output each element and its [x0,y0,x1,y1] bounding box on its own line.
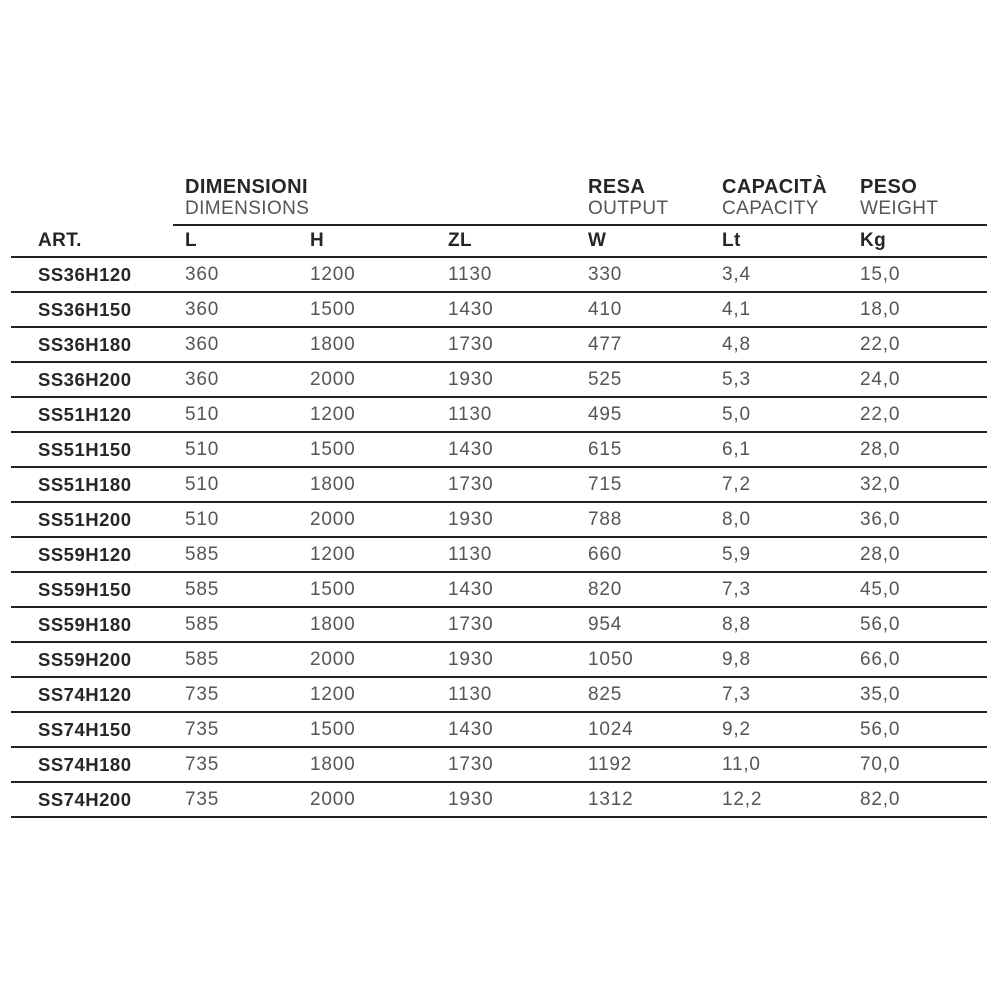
value-cell-lt: 9,8 [710,642,848,677]
column-header-kg: Kg [848,225,987,257]
table-row [11,712,987,747]
value-cell-kg: 28,0 [848,537,987,572]
value-cell-kg: 24,0 [848,362,987,397]
value-cell-l: 585 [173,572,298,607]
group-title-peso: PESO [860,176,918,198]
art-code-cell: SS36H200 [11,362,173,397]
value-cell-zl: 1130 [436,257,576,292]
value-cell-zl: 1930 [436,502,576,537]
value-cell-zl: 1730 [436,327,576,362]
value-cell-zl: 1930 [436,782,576,817]
value-cell-kg: 70,0 [848,747,987,782]
art-code-cell: SS36H120 [11,257,173,292]
column-header-lt: Lt [710,225,848,257]
value-cell-zl: 1430 [436,712,576,747]
spec-table [11,172,987,818]
value-cell-l: 585 [173,537,298,572]
value-cell-lt: 12,2 [710,782,848,817]
value-cell-lt: 8,8 [710,607,848,642]
value-cell-zl: 1130 [436,537,576,572]
table-row [11,502,987,537]
group-title-dimensioni: DIMENSIONI [185,176,308,198]
value-cell-l: 585 [173,642,298,677]
value-cell-zl: 1730 [436,607,576,642]
value-cell-kg: 56,0 [848,607,987,642]
value-cell-lt: 7,2 [710,467,848,502]
value-cell-l: 360 [173,292,298,327]
group-subtitle-output: OUTPUT [588,198,669,219]
value-cell-w: 495 [576,397,710,432]
value-cell-lt: 5,9 [710,537,848,572]
art-code-cell: SS36H180 [11,327,173,362]
value-cell-w: 1312 [576,782,710,817]
value-cell-l: 510 [173,397,298,432]
art-code-cell: SS59H120 [11,537,173,572]
value-cell-h: 1200 [298,257,436,292]
group-header-output [576,172,710,225]
value-cell-w: 660 [576,537,710,572]
art-code-cell: SS59H150 [11,572,173,607]
value-cell-h: 1500 [298,432,436,467]
value-cell-h: 1200 [298,537,436,572]
value-cell-kg: 22,0 [848,327,987,362]
value-cell-zl: 1930 [436,642,576,677]
value-cell-h: 1800 [298,467,436,502]
table-row [11,257,987,292]
group-header-dimensions [173,172,576,225]
value-cell-l: 360 [173,327,298,362]
table-row [11,782,987,817]
value-cell-lt: 4,1 [710,292,848,327]
value-cell-l: 510 [173,502,298,537]
group-subtitle-weight: WEIGHT [860,198,939,219]
art-code-cell: SS51H180 [11,467,173,502]
table-row [11,362,987,397]
art-code-cell: SS51H150 [11,432,173,467]
table-row [11,467,987,502]
value-cell-kg: 45,0 [848,572,987,607]
value-cell-kg: 15,0 [848,257,987,292]
value-cell-w: 1050 [576,642,710,677]
art-code-cell: SS74H120 [11,677,173,712]
value-cell-w: 715 [576,467,710,502]
value-cell-lt: 8,0 [710,502,848,537]
group-subtitle-dimensions: DIMENSIONS [185,198,310,219]
value-cell-w: 1192 [576,747,710,782]
value-cell-zl: 1730 [436,467,576,502]
column-header-zl: ZL [436,225,576,257]
value-cell-l: 735 [173,712,298,747]
table-row [11,327,987,362]
value-cell-kg: 56,0 [848,712,987,747]
value-cell-h: 1800 [298,747,436,782]
value-cell-lt: 7,3 [710,677,848,712]
group-header-empty [11,172,173,225]
table-row [11,642,987,677]
table-row [11,747,987,782]
column-header-art: ART. [11,225,173,257]
art-code-cell: SS51H120 [11,397,173,432]
art-code-cell: SS59H180 [11,607,173,642]
value-cell-lt: 6,1 [710,432,848,467]
value-cell-h: 1800 [298,327,436,362]
value-cell-zl: 1930 [436,362,576,397]
value-cell-zl: 1130 [436,677,576,712]
value-cell-h: 2000 [298,782,436,817]
column-header-l: L [173,225,298,257]
art-code-cell: SS74H180 [11,747,173,782]
value-cell-kg: 22,0 [848,397,987,432]
value-cell-h: 1200 [298,397,436,432]
value-cell-lt: 9,2 [710,712,848,747]
value-cell-l: 360 [173,362,298,397]
table-row [11,607,987,642]
value-cell-lt: 7,3 [710,572,848,607]
value-cell-w: 410 [576,292,710,327]
art-code-cell: SS59H200 [11,642,173,677]
value-cell-w: 825 [576,677,710,712]
value-cell-l: 510 [173,467,298,502]
value-cell-l: 735 [173,677,298,712]
value-cell-lt: 11,0 [710,747,848,782]
value-cell-kg: 28,0 [848,432,987,467]
column-header-w: W [576,225,710,257]
group-header-weight [848,172,987,225]
value-cell-h: 1200 [298,677,436,712]
value-cell-kg: 35,0 [848,677,987,712]
table-row [11,432,987,467]
value-cell-lt: 5,0 [710,397,848,432]
value-cell-l: 735 [173,782,298,817]
value-cell-w: 820 [576,572,710,607]
value-cell-w: 788 [576,502,710,537]
value-cell-kg: 36,0 [848,502,987,537]
column-header-row [11,225,987,257]
value-cell-l: 510 [173,432,298,467]
table-row [11,397,987,432]
value-cell-l: 735 [173,747,298,782]
value-cell-h: 2000 [298,362,436,397]
group-header-row [11,172,987,225]
table-row [11,537,987,572]
value-cell-w: 525 [576,362,710,397]
value-cell-h: 1500 [298,572,436,607]
value-cell-w: 1024 [576,712,710,747]
value-cell-kg: 18,0 [848,292,987,327]
value-cell-lt: 4,8 [710,327,848,362]
table-body [11,257,987,817]
value-cell-l: 585 [173,607,298,642]
value-cell-zl: 1430 [436,432,576,467]
value-cell-h: 1800 [298,607,436,642]
value-cell-w: 477 [576,327,710,362]
value-cell-kg: 82,0 [848,782,987,817]
value-cell-h: 1500 [298,292,436,327]
value-cell-kg: 32,0 [848,467,987,502]
spec-sheet [11,172,987,818]
value-cell-w: 330 [576,257,710,292]
value-cell-zl: 1730 [436,747,576,782]
column-header-h: H [298,225,436,257]
value-cell-h: 1500 [298,712,436,747]
value-cell-kg: 66,0 [848,642,987,677]
art-code-cell: SS36H150 [11,292,173,327]
value-cell-h: 2000 [298,642,436,677]
value-cell-zl: 1430 [436,572,576,607]
group-title-resa: RESA [588,176,646,198]
group-subtitle-capacity: CAPACITY [722,198,819,219]
value-cell-h: 2000 [298,502,436,537]
art-code-cell: SS74H200 [11,782,173,817]
table-row [11,677,987,712]
value-cell-lt: 3,4 [710,257,848,292]
table-row [11,572,987,607]
value-cell-w: 615 [576,432,710,467]
value-cell-w: 954 [576,607,710,642]
value-cell-l: 360 [173,257,298,292]
table-row [11,292,987,327]
group-header-capacity [710,172,848,225]
art-code-cell: SS74H150 [11,712,173,747]
value-cell-zl: 1430 [436,292,576,327]
value-cell-zl: 1130 [436,397,576,432]
art-code-cell: SS51H200 [11,502,173,537]
value-cell-lt: 5,3 [710,362,848,397]
group-title-capacita: CAPACITÀ [722,176,828,198]
